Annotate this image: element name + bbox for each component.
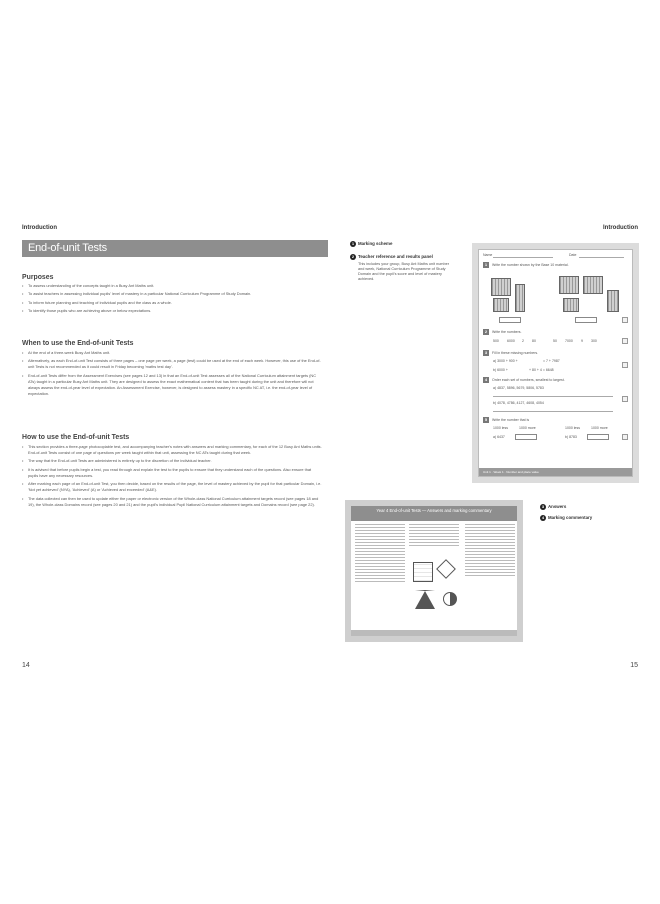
q2-value: 50 (553, 339, 557, 343)
answers-title-banner (351, 506, 517, 521)
question-text: Write the number shown by the Base 10 material. (492, 263, 569, 267)
list-item: • To assist teachers in assessing individual pupils' level of mastery in a particular National Curriculum Programme of Study Domain. (22, 291, 322, 297)
list-item: • The data collected can then be used to update either the paper or electronic version of the Whole-class National Curriculum attainment targets record (see pages 18 and 19), the Whole-class Domains record (see pages 20 and 21) and the pupil's individual Pupil National Curriculum attainment targets and Domains record (see page 22). (22, 496, 322, 508)
q5-value: b) 8783 (565, 435, 577, 439)
answer-box (575, 317, 597, 323)
circle-shape (443, 592, 457, 606)
when-to-use-list (22, 350, 322, 399)
grid-diagram (413, 562, 433, 582)
date-line (579, 257, 624, 258)
callout-marking-scheme (350, 241, 392, 247)
answer-line (493, 396, 613, 397)
question-text: Fill in these missing numbers. (492, 351, 539, 355)
page-title: End-of-unit Tests (28, 242, 107, 254)
heading-when-to-use: When to use the End-of-unit Tests (22, 338, 134, 347)
q3-value: b) 6000 + (493, 368, 508, 372)
page-number-left: 14 (22, 662, 30, 669)
q5-value: 1000 less (493, 426, 508, 430)
question-number: 4 (484, 377, 488, 382)
q2-value: 9 (581, 339, 583, 343)
heading-purposes: Purposes (22, 272, 54, 281)
list-item: • To identify those pupils who are achieving above or below expectations. (22, 308, 322, 314)
list-item: • This section provides a three-page photocopiable test, and accompanying teacher's notes with answers and marking commentary, for each of the 12 Busy Ant Maths units. End-of-unit Tests consist of one page of questions per week taught within that unit, assessing the NC ATs taught during that week. (22, 444, 322, 456)
base10-rods (515, 284, 525, 312)
mark-box (622, 396, 628, 402)
answer-line (493, 411, 613, 412)
running-head-left: Introduction (22, 225, 57, 231)
reference-panel (479, 468, 632, 476)
list-item: • At the end of a three-week Busy Ant Maths unit. (22, 350, 322, 356)
q2-value: 7000 (565, 339, 573, 343)
page-number-right: 15 (630, 662, 638, 669)
q5-value: a) 6437 (493, 435, 505, 439)
q2-value: 6000 (507, 339, 515, 343)
answers-footer (351, 630, 517, 636)
q5-value: 1000 more (591, 426, 608, 430)
test-page-sheet (478, 249, 633, 477)
running-head-right: Introduction (603, 225, 638, 231)
answer-box (499, 317, 521, 323)
answers-page-thumbnail (345, 500, 523, 642)
q2-value: 300 (591, 339, 597, 343)
q3-value: = 7 + 7987 (543, 359, 560, 363)
list-item: • To inform future planning and teaching of individual pupils and the class as a whole. (22, 300, 322, 306)
callout-answers (540, 504, 566, 510)
answers-column (465, 524, 515, 630)
list-item: • After marking each page of an End-of-unit Test, you then decide, based on the results of the page, the level of mastery achieved by the pupil for that particular Domain, i.e. 'Not yet achieved' (NYA), 'Achieved' (A) or 'Achieved and exceeded' (A&E). (22, 481, 322, 493)
callout-label: Marking scheme (358, 241, 393, 247)
callout-number: 2 (351, 254, 355, 259)
question-text: Write the number that is (492, 418, 530, 422)
callout-marking-commentary (540, 515, 592, 521)
callout-label: Marking commentary (548, 515, 593, 521)
callout-reference-panel (350, 254, 433, 260)
answers-column (355, 524, 405, 630)
answers-page-sheet (351, 506, 517, 636)
q4-value: a) 4837, 5896, 5679, 5806, 5783 (493, 386, 544, 390)
answer-box (587, 434, 609, 440)
callout-description: This includes your group, Busy Ant Maths unit number and week, National Curriculum Programme of Study Domain and the pupil's score and level of mastery achieved. (358, 262, 449, 281)
heading-how-to-use: How to use the End-of-unit Tests (22, 432, 130, 441)
mark-box (622, 362, 628, 368)
name-line (493, 257, 553, 258)
q2-value: 2 (522, 339, 524, 343)
list-item: • Alternatively, as each End-of-unit Test consists of three pages – one page per week, a page (test) could be used at the end of each week. However, this use of the End-of-unit Tests is not recommended as it could result in Friday becoming 'maths test day'. (22, 358, 322, 370)
base10-cube (491, 278, 511, 296)
base10-cube (583, 276, 603, 294)
question-number: 5 (484, 417, 488, 422)
callout-number: 4 (541, 515, 545, 520)
callout-number: 3 (541, 504, 545, 509)
base10-flat (493, 298, 509, 312)
q2-value: 500 (493, 339, 499, 343)
question-text: Order each set of numbers, smallest to largest. (492, 378, 565, 382)
list-item: • The way that the End-of-unit Tests are administered is entirely up to the discretion of the individual teacher. (22, 458, 322, 464)
callout-label: Teacher reference and results panel (358, 254, 433, 260)
list-item: • End-of-unit Tests differ from the Assessment Exercises (see pages 12 and 13) in that an End-of-unit Test assesses all of the National Curriculum attainment targets (NC ATs) taught in a particular Busy Ant Maths unit. They are designed to assess the exact mathematical content that has been taught during the unit and therefore will not always assess the end-of-year level of expectation. An Assessment Exercise, however, is designed to assess mastery in a specific NC AT, i.e. the end-of-year level of expectation. (22, 373, 322, 397)
mark-box (622, 338, 628, 344)
mark-box (622, 317, 628, 323)
base10-flat (563, 298, 579, 312)
question-text: Write the numbers. (492, 330, 522, 334)
triangle-shape (415, 590, 435, 609)
date-label: Date (569, 253, 577, 257)
answers-title: Year 4 End-of-unit Tests — Answers and marking commentary (376, 508, 492, 513)
q3-value: a) 3000 + 900 + (493, 359, 518, 363)
q2-value: 80 (532, 339, 536, 343)
q4-value: b) 4078, 4786, 4127, 4608, 4054 (493, 401, 544, 405)
question-number: 3 (484, 350, 488, 355)
callout-number: 1 (351, 241, 355, 246)
how-to-use-list (22, 444, 322, 510)
test-page-thumbnail (472, 243, 639, 483)
question-number: 1 (484, 262, 488, 267)
answer-box (515, 434, 537, 440)
mark-box (622, 434, 628, 440)
purposes-list (22, 283, 322, 317)
section-title-banner (22, 240, 328, 257)
base10-rods (607, 290, 619, 312)
q5-value: 1000 more (519, 426, 536, 430)
callout-label: Answers (548, 504, 567, 510)
question-number: 2 (484, 329, 488, 334)
q5-value: 1000 less (565, 426, 580, 430)
base10-cube (559, 276, 579, 294)
list-item: • To assess understanding of the concepts taught in a Busy Ant Maths unit. (22, 283, 322, 289)
q3-value: + 80 + 4 = 6648 (529, 368, 554, 372)
list-item: • It is advised that before pupils begin a test, you read through and explain the test to the pupils to ensure that they understand each of the questions. Also ensure that pupils have any necessary resources. (22, 467, 322, 479)
name-label: Name (483, 253, 493, 257)
reference-panel-text: Unit 1 · Week 1 · Number and place value (483, 470, 539, 474)
